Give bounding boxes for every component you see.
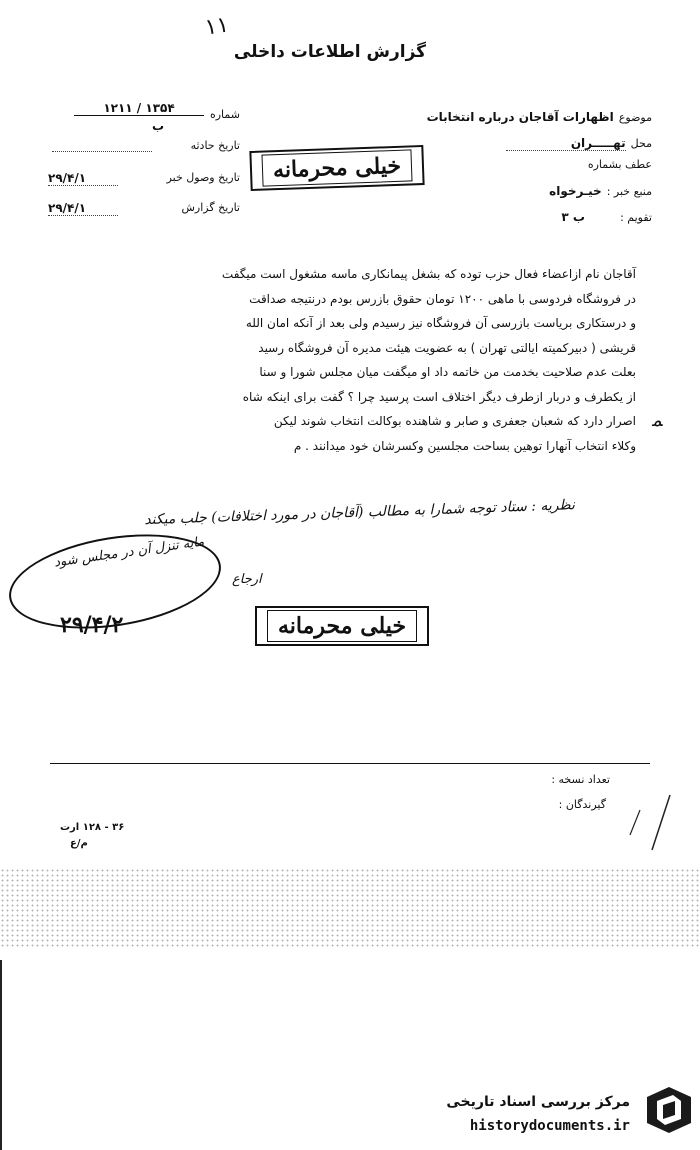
scan-noise-band (0, 868, 700, 948)
edge-scratch-marks (600, 790, 680, 870)
rating-label: تقویم : (620, 211, 652, 224)
stamp-text-top: خیلی محرمانه (261, 149, 412, 186)
subject-label: موضوع (618, 111, 652, 124)
location-label: محل (630, 137, 652, 150)
horizontal-divider (50, 763, 650, 764)
receipt-date-value: ۲۹/۴/۱ (48, 171, 118, 186)
report-date-value: ۲۹/۴/۱ (48, 201, 118, 216)
body-line: آقاجان نام ازاعضاء فعال حزب توده که بشغل پیمانکاری ماسه مشغول است میگفت (221, 267, 636, 281)
report-date-label: تاریخ گزارش (181, 201, 240, 214)
subject-value: اظهارات آقاجان درباره انتخابات (426, 110, 614, 124)
margin-scribble: ﻤ (652, 410, 663, 431)
code-small: م/ع (70, 838, 88, 849)
source-value: خیـرخواه (549, 184, 602, 198)
confidential-stamp-top (249, 145, 424, 191)
body-line: بعلت عدم صلاحیت بخدمت من خاتمه داد او میگفت میان مجلس شورا و سنا (259, 365, 636, 379)
ellipse-note: مایه تنزل آن در مجلس شود (53, 534, 206, 571)
source-label: منبع خبر : (606, 185, 652, 198)
subject-row (380, 106, 652, 125)
recipients-label: گیرندگان : (558, 798, 606, 811)
code-line: ۳۶ - ۱۲۸ ارت (60, 822, 125, 833)
body-line: قریشی ( دبیرکمیته ایالتی تهران ) به عضویت هیئت مدیره آن فروشگاه رسید (258, 340, 636, 355)
body-line: از یکطرف و دربار ازطرف دیگر اختلاف است پرسید چرا ؟ گفت برای اینکه شاه (242, 389, 636, 404)
body-line: اصرار دارد که شعبان جعفری و صابر و شاهنده بوکالت انتخاب شوند لیکن (273, 414, 636, 428)
document-title: گزارش اطلاعات داخلی (233, 42, 427, 62)
number-label: شماره (209, 108, 240, 121)
rating-row (380, 206, 652, 225)
body-line: وکلاء انتخاب آنهارا توهین بساحت مجلسین وکسرشان خود میدانند . م (293, 438, 636, 453)
watermark-url: historydocuments.ir (469, 1118, 630, 1134)
body-line: در فروشگاه فردوسی با ماهی ۱۲۰۰ تومان حقوق بازرس بودم درنتیجه صداقت (249, 291, 636, 306)
handwritten-page-mark: ۱۱ (203, 12, 231, 41)
event-date-label: تاریخ حادثه (190, 139, 240, 152)
stamp-text-bottom: خیلی محرمانه (267, 610, 417, 642)
archive-logo-icon (645, 1085, 693, 1135)
receipt-date-label: تاریخ وصول خبر (166, 171, 240, 184)
rating-value: ب ۳ (561, 210, 585, 224)
confidential-stamp-bottom (255, 606, 429, 646)
ref-label: عطف بشماره (587, 158, 652, 171)
copies-label: تعداد نسخه : (551, 773, 610, 786)
watermark-name: مرکز بررسی اسناد تاریخی (446, 1094, 630, 1110)
header-left-block (40, 95, 240, 225)
report-body (64, 262, 636, 458)
event-date-dots (52, 151, 152, 152)
number-value: ۱۲۱۱ / ۱۳۵۴ (74, 101, 204, 116)
body-line: و درستکاری بریاست بازرسی آن فروشگاه نیز رسیدم ولی بعد از آنکه امان الله (245, 316, 636, 330)
ellipse-date: ۲۹/۴/۲ (60, 612, 124, 638)
scan-left-edge (0, 960, 2, 1150)
number-sub: ب (152, 119, 165, 133)
location-value: تهـــــران (506, 136, 626, 151)
small-handwritten-note: ارجاع (232, 572, 262, 587)
handwritten-note: نظریه : ستاد توجه شمارا به مطالب (آقاجان در مورد اختلافات) جلب میکند (144, 497, 576, 529)
